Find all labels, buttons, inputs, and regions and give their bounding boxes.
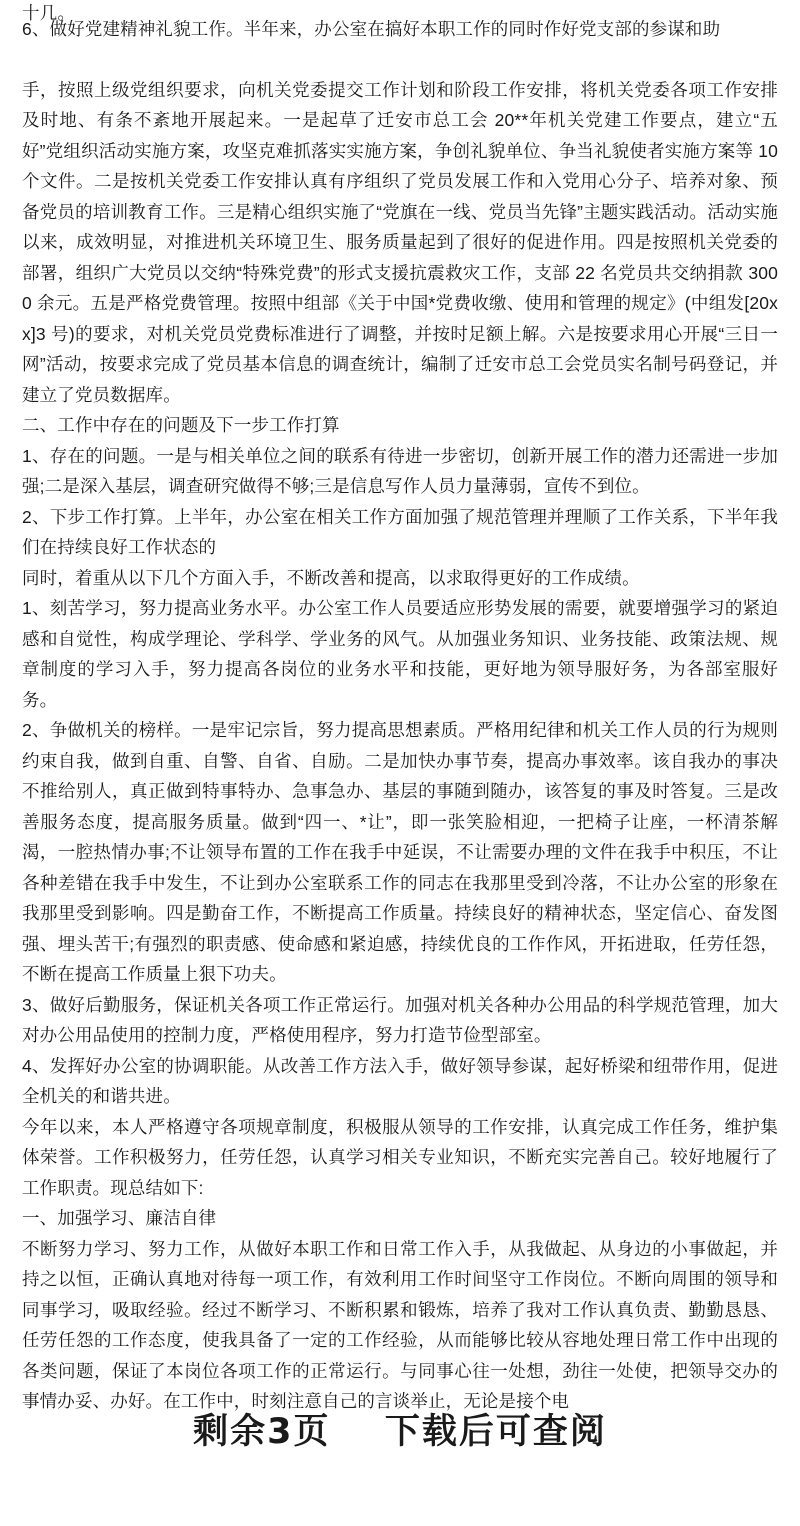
clipped-top-line: 十几。	[22, 3, 76, 23]
paragraph: 一、加强学习、廉洁自律	[22, 1208, 217, 1228]
paragraph: 4、发挥好办公室的协调职能。从改善工作方法入手，做好领导参谋，起好桥梁和纽带作用，促进全机关的和谐共进。	[22, 1055, 778, 1106]
paragraph: 2、下步工作打算。上半年，办公室在相关工作方面加强了规范管理并理顺了工作关系，下半年我们在持续良好工作状态的	[22, 506, 778, 557]
remaining-pages-label: 剩余3页	[193, 1412, 331, 1452]
paragraph: 手，按照上级党组织要求，向机关党委提交工作计划和阶段工作安排，将机关党委各项工作安排及时地、有条不紊地开展起来。一是起草了迁安市总工会 20**年机关党建工作要点，建立“五好”党组织活动实施方案，攻坚克难抓落实实施方案，争创礼貌单位、争当礼貌使者实施方案等 10 个文件。二是按机关党委工作安排认真有序组织了党员发展工作和入党用心分子、培养对象、预备党员的培训教育工作。三是精心组织实施了“党旗在一线、党员当先锋”主题实践活动。活动实施以来，成效明显，对推进机关环境卫生、服务质量起到了很好的促进作用。四是按照机关党委的部署，组织广大党员以交纳“特殊党费”的形式支援抗震救灾工作，支部 22 名党员共交纳捐款 3000 余元。五是严格党费管理。按照中组部《关于中国*党费收缴、使用和管理的规定》(中组发[20xx]3 号)的要求，对机关党员党费标准进行了调整，并按时足额上解。六是按要求用心开展“三日一网”活动，按要求完成了党员基本信息的调查统计，编制了迁安市总工会党员实名制号码登记，并建立了党员数据库。	[22, 79, 778, 405]
download-hint-label: 下载后可查阅	[384, 1412, 607, 1452]
paragraph: 2、争做机关的榜样。一是牢记宗旨，努力提高思想素质。严格用纪律和机关工作人员的行为规则约束自我，做到自重、自警、自省、自励。二是加快办事节奏，提高办事效率。该自我办的事决不推给别人，真正做到特事特办、急事急办、基层的事随到随办，该答复的事及时答复。三是改善服务态度，提高服务质量。做到“四一、*让”，即一张笑脸相迎，一把椅子让座，一杯清茶解渴，一腔热情办事;不让领导布置的工作在我手中延误，不让需要办理的文件在我手中积压，不让各种差错在我手中发生，不让到办公室联系工作的同志在我那里受到冷落，不让办公室的形象在我那里受到影响。四是勤奋工作，不断提高工作质量。持续良好的精神状态，坚定信心、奋发图强、埋头苦干;有强烈的职责感、使命感和紧迫感，持续优良的工作作风，开拓进取，任劳任怨，不断在提高工作质量上狠下功夫。	[22, 720, 778, 984]
download-footer	[0, 1404, 800, 1454]
paragraph: 不断努力学习、努力工作，从做好本职工作和日常工作入手，从我做起、从身边的小事做起，并持之以恒，正确认真地对待每一项工作，有效利用工作时间坚守工作岗位。不断向周围的领导和同事学习，吸取经验。经过不断学习、不断积累和锻炼，培养了我对工作认真负责、勤勤恳恳、任劳任怨的工作态度，使我具备了一定的工作经验，从而能够比较从容地处理日常工作中出现的各类问题，保证了本岗位各项工作的正常运行。与同事心往一处想，劲往一处使，把领导交办的事情办妥、办好。在工作中，时刻注意自己的言谈举止，无论是接个电	[22, 1238, 778, 1411]
paragraph: 1、存在的问题。一是与相关单位之间的联系有待进一步密切，创新开展工作的潜力还需进一步加强;二是深入基层，调查研究做得不够;三是信息写作人员力量薄弱，宣传不到位。	[22, 445, 778, 496]
paragraph: 1、刻苦学习，努力提高业务水平。办公室工作人员要适应形势发展的需要，就要增强学习的紧迫感和自觉性，构成学理论、学科学、学业务的风气。从加强业务知识、业务技能、政策法规、规章制度的学习入手，努力提高各岗位的业务水平和技能，更好地为领导服好务，为各部室服好务。	[22, 598, 778, 710]
paragraph: 6、做好党建精神礼貌工作。半年来，办公室在搞好本职工作的同时作好党支部的参谋和助	[22, 19, 721, 39]
paragraph: 同时，着重从以下几个方面入手，不断改善和提高，以求取得更好的工作成绩。	[22, 567, 640, 588]
paragraph: 3、做好后勤服务，保证机关各项工作正常运行。加强对机关各种办公用品的科学规范管理，加大对办公用品使用的控制力度，严格使用程序，努力打造节俭型部室。	[22, 994, 778, 1045]
paragraph: 二、工作中存在的问题及下一步工作打算	[22, 415, 340, 435]
paragraph: 今年以来，本人严格遵守各项规章制度，积极服从领导的工作安排，认真完成工作任务，维护集体荣誉。工作积极努力，任劳任怨，认真学习相关专业知识，不断充实完善自己。较好地履行了工作职责。现总结如下:	[22, 1116, 778, 1198]
